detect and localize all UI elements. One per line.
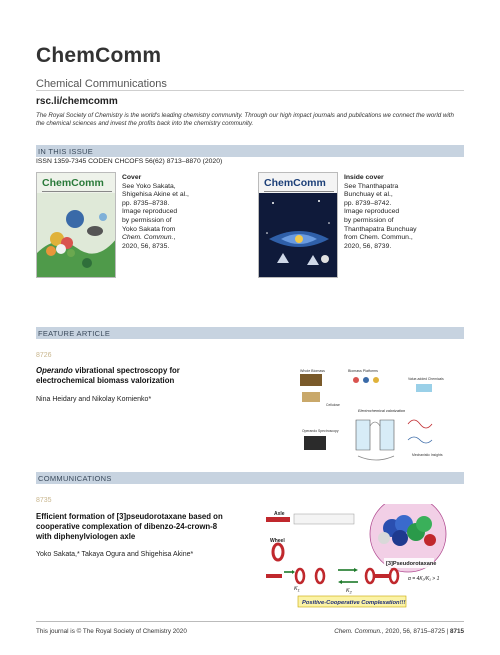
graphic-label-mechanistic: Mechanistic Insights: [412, 453, 443, 457]
footer-journal: Chem. Commun.,: [334, 628, 384, 635]
wheel-label: Wheel: [270, 538, 285, 544]
section-heading: FEATURE ARTICLE: [38, 328, 111, 338]
article-title-line: with diphenylviologen axle: [36, 532, 136, 541]
graphic-label-biomass: Whole Biomass: [300, 369, 325, 373]
caption-citation: 2020, 56, 8739.: [344, 242, 392, 250]
inside-cover-illustration: [259, 193, 338, 278]
axle-label: Axle: [274, 511, 285, 517]
cover-thumb-title: ChemComm: [42, 177, 104, 189]
footer-citation: [334, 628, 464, 635]
inside-cover-thumbnail[interactable]: [258, 172, 338, 278]
cover-illustration: [37, 193, 116, 278]
caption-line: Shigehisa Akine et al.,: [122, 191, 189, 199]
cover-thumbnail[interactable]: [36, 172, 116, 278]
header-divider: [36, 90, 464, 91]
caption-line: See Thanthapatra: [344, 182, 399, 190]
cover-label: Cover: [122, 174, 142, 181]
journal-url-link[interactable]: rsc.li/chemcomm: [36, 96, 118, 107]
article-title[interactable]: [36, 366, 276, 386]
article-title-line: Efficient formation of [3]pseudorotaxane based on: [36, 512, 223, 521]
graphic-label-platforms: Biomass Platforms: [348, 369, 378, 373]
caption-line: Image reproduced: [122, 208, 178, 216]
journal-brand: ChemComm: [36, 44, 162, 67]
caption-line: Bunchuay et al.,: [344, 191, 393, 199]
section-heading: IN THIS ISSUE: [38, 146, 94, 156]
article-title-rest: vibrational spectroscopy for: [72, 366, 180, 375]
article-title-line: cooperative complexation of dibenzo-24-crown-8: [36, 522, 218, 531]
article-authors: Nina Heidary and Nikolay Kornienko*: [36, 396, 152, 403]
article-page-number[interactable]: 8726: [36, 352, 52, 359]
footer-copyright: This journal is © The Royal Society of Chemistry 2020: [36, 628, 187, 635]
section-bar-feature-article: [36, 327, 464, 339]
cover-thumb-rule: [264, 191, 334, 192]
journal-subtitle: Chemical Communications: [36, 78, 167, 90]
biomass-pellets-image: [302, 392, 320, 402]
issn-line: ISSN 1359-7345 CODEN CHCOFS 56(62) 8713–8870 (2020): [36, 158, 223, 165]
footer-page-number: 8715: [449, 628, 464, 635]
article-title-italic: Operando: [36, 366, 73, 375]
article-title-line2: electrochemical biomass valorization: [36, 376, 175, 385]
caption-line: by permission of: [344, 216, 394, 224]
caption-line: pp. 8735–8738.: [122, 199, 170, 207]
cooperative-banner: Positive-Cooperative Complexation!!!: [302, 600, 406, 606]
caption-line: See Yoko Sakata,: [122, 182, 176, 190]
graphic-label-spectroscopy: Operando Spectroscopy: [302, 429, 339, 433]
caption-line: Image reproduced: [344, 208, 400, 216]
cover-label: Inside cover: [344, 174, 384, 181]
caption-citation: 2020, 56, 8735.: [122, 242, 170, 250]
rsc-blurb: The Royal Society of Chemistry is the world's leading chemistry community. Through our high impact journals and publications we connect the world with the chemical sciences and invest the profits back into the chemistry community.: [36, 112, 454, 127]
footer-citation-rest: 2020, 56, 8715–8725 |: [383, 628, 450, 635]
caption-line: Yoko Sakata from: [122, 225, 176, 233]
inside-cover-caption: [344, 174, 424, 251]
graphic-label-cellulose: Cellulose: [326, 403, 340, 407]
graphic-label-value-added: Value-added Chemicals: [408, 377, 444, 381]
caption-line: pp. 8739–8742.: [344, 199, 392, 207]
cover-thumb-title: ChemComm: [264, 177, 326, 189]
cover-caption: Cover See Yoko Sakata, Shigehisa Akine et al., pp. 8735–8738. Image reproduced by permission of Yoko Sakata from Chem. Commun., 2020, 56, 8735.: [122, 174, 202, 251]
graphic-label-electrochem: Electrochemical valorization: [358, 409, 406, 413]
pseudorotaxane-label: [3]Pseudorotaxane: [386, 561, 437, 567]
caption-line: by permission of: [122, 216, 172, 224]
k2-label: $K_2$: [346, 588, 352, 595]
cover-thumb-rule: [42, 191, 112, 192]
alpha-label: α = 4K₂/K₁ > 1: [408, 576, 440, 582]
caption-line: Thanthapatra Bunchuay: [344, 225, 417, 233]
article-authors: Yoko Sakata,* Takaya Ogura and Shigehisa Akine*: [36, 551, 194, 558]
biomass-image: [300, 374, 322, 386]
section-bar-communications: [36, 472, 464, 484]
k1-label: $K_1$: [294, 586, 300, 593]
communication-graphic: [262, 504, 464, 612]
feature-article-graphic: [296, 364, 460, 464]
section-bar-in-this-issue: [36, 145, 464, 157]
footer-divider: [36, 621, 464, 622]
article-title[interactable]: [36, 512, 276, 542]
caption-journal: from Chem. Commun.,: [344, 234, 413, 242]
section-heading: COMMUNICATIONS: [38, 473, 112, 483]
article-page-number[interactable]: 8735: [36, 497, 52, 504]
caption-journal: Chem. Commun.: [122, 234, 174, 242]
